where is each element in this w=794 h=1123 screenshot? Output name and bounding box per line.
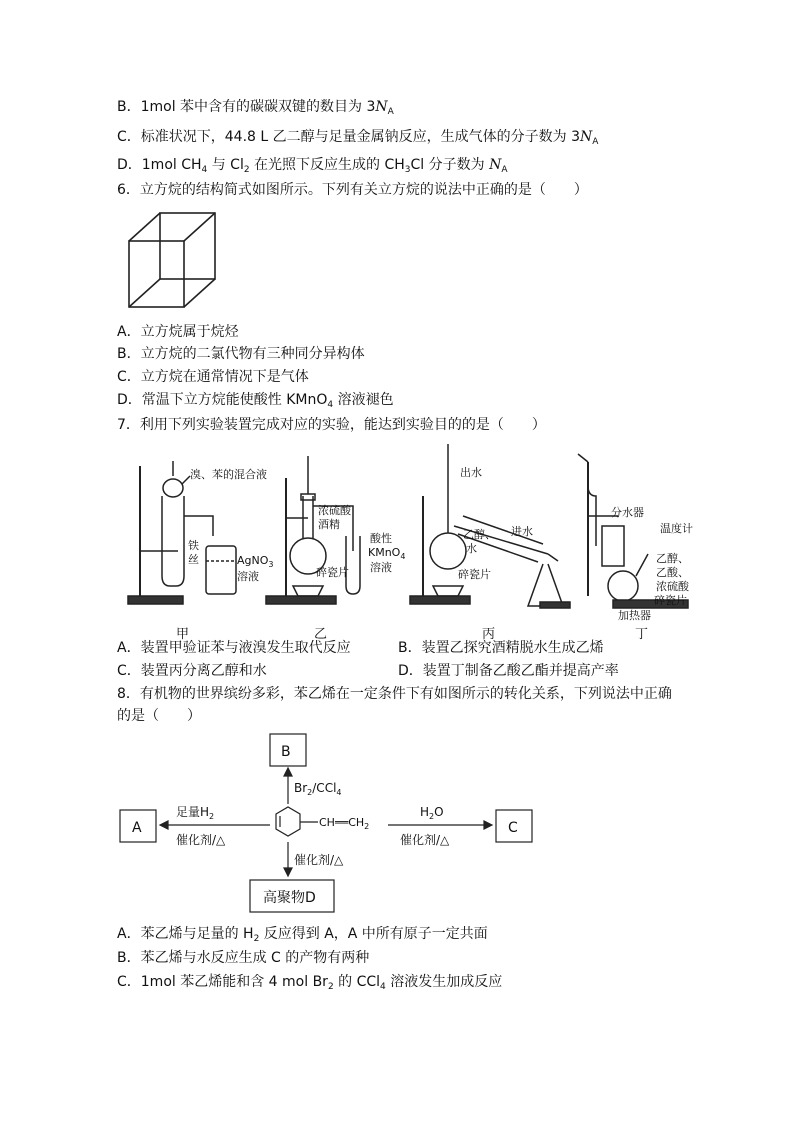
bing-chips-label: 碎瓷片 bbox=[458, 568, 491, 581]
stand-base bbox=[410, 596, 470, 604]
bing-liquid-label1: 乙醇、 bbox=[463, 528, 496, 541]
condenser bbox=[578, 454, 588, 462]
yi-kmno4-label3: 溶液 bbox=[370, 561, 392, 574]
cube-edge bbox=[129, 213, 160, 241]
ding-separator-label: 分水器 bbox=[611, 506, 644, 519]
cubane-figure bbox=[120, 208, 220, 310]
label-c: C bbox=[508, 820, 518, 836]
label-yi: 乙 bbox=[314, 627, 328, 642]
label-jia: 甲 bbox=[176, 627, 190, 642]
ding-reagent-label1: 乙醇、 bbox=[656, 552, 689, 565]
jia-wire-label2: 丝 bbox=[188, 553, 199, 566]
label-bing: 丙 bbox=[482, 627, 496, 642]
q8-option-a: A．苯乙烯与足量的 $H_2$ 反应得到 A，A 中所有原子一定共面 bbox=[117, 926, 488, 944]
bing-out-label: 出水 bbox=[460, 466, 482, 479]
water-separator bbox=[602, 526, 624, 566]
q6-option-d: D．常温下立方烷能使酸性 KMnO$_4$ 溶液褪色 bbox=[117, 392, 394, 410]
label-b: B bbox=[281, 744, 291, 760]
label-ding: 丁 bbox=[635, 627, 649, 642]
q8-option-c: C．1mol 苯乙烯能和含 4 mol $Br_2$ 的 CCl$_4$ 溶液发生加成反应 bbox=[117, 974, 503, 992]
apparatus-yi bbox=[266, 456, 360, 604]
reaction-tube bbox=[162, 496, 184, 586]
agno3-bottle bbox=[206, 546, 236, 594]
yi-kmno4-label2: KMnO$_4$ bbox=[368, 546, 406, 561]
burner bbox=[433, 586, 463, 596]
yi-acid-label: 浓硫酸 bbox=[318, 504, 351, 517]
q7-option-a: A．装置甲验证苯与液溴发生取代反应 bbox=[117, 640, 351, 656]
q8-stem-line1: 8．有机物的世界缤纷多彩，苯乙烯在一定条件下有如图所示的转化关系，下列说法中正确 bbox=[117, 686, 672, 702]
separator-tube bbox=[588, 462, 596, 546]
distilling-flask bbox=[430, 533, 466, 569]
cube-edge bbox=[184, 213, 215, 241]
q5-option-d: D．1mol $CH_4$ 与 $Cl_2$ 在光照下反应生成的 $CH_3Cl$ 分子数为 $N_A$ bbox=[117, 157, 508, 175]
jia-agno3-label: AgNO$_3$ bbox=[237, 554, 274, 569]
ding-reagent-label2: 乙酸、 bbox=[656, 566, 689, 579]
q7-option-c: C．装置丙分离乙醇和水 bbox=[117, 663, 267, 679]
q6-stem: 6．立方烷的结构简式如图所示。下列有关立方烷的说法中正确的是（ ） bbox=[117, 182, 588, 198]
styrene-scheme bbox=[118, 732, 538, 914]
ding-thermometer-label: 温度计 bbox=[660, 522, 693, 535]
jia-mix-label: 溴、苯的混合液 bbox=[190, 468, 267, 481]
cube-edge bbox=[184, 279, 215, 307]
q6-option-b: B．立方烷的二氯代物有三种同分异构体 bbox=[117, 346, 365, 362]
q8-option-b: B．苯乙烯与水反应生成 C 的产物有两种 bbox=[117, 950, 370, 966]
cube-front-face bbox=[129, 241, 184, 307]
q7-option-d: D．装置丁制备乙酸乙酯并提高产率 bbox=[398, 663, 619, 679]
cube-back-face bbox=[160, 213, 215, 279]
flask bbox=[608, 571, 638, 601]
arrowhead-d bbox=[284, 868, 292, 876]
yi-alcohol-label: 酒精 bbox=[318, 518, 340, 531]
bing-liquid-label2: 水 bbox=[466, 542, 477, 555]
jia-solution-label: 溶液 bbox=[237, 570, 259, 583]
burner bbox=[293, 586, 323, 596]
adapter bbox=[548, 554, 558, 561]
delivery-tube bbox=[184, 516, 213, 536]
q7-option-b: B．装置乙探究酒精脱水生成乙烯 bbox=[398, 640, 604, 656]
arrowhead-c bbox=[484, 821, 492, 829]
dropping-funnel bbox=[163, 479, 183, 497]
catalyst-label-d: 催化剂/△ bbox=[294, 853, 344, 867]
br2-ccl4-label: $Br_2/CCl_4$ bbox=[294, 781, 342, 797]
arrowhead-b bbox=[284, 768, 292, 776]
catalyst-label-c: 催化剂/△ bbox=[400, 833, 450, 847]
q8-stem-line2: 的是（ ） bbox=[117, 708, 201, 724]
vinyl-formula: $CH══CH_2$ bbox=[319, 816, 370, 831]
ding-heater-label: 加热器 bbox=[618, 609, 651, 622]
ding-reagent-label3: 浓硫酸 bbox=[656, 580, 689, 593]
catalyst-label-a: 催化剂/△ bbox=[176, 833, 226, 847]
h2o-label: $H_2O$ bbox=[420, 805, 444, 821]
stand-base bbox=[266, 596, 336, 604]
bing-in-label: 进水 bbox=[511, 525, 533, 538]
label-d: 高聚物D bbox=[263, 890, 316, 906]
arrowhead-a bbox=[160, 821, 168, 829]
q5-option-b: B．1mol 苯中含有的碳碳双键的数目为 $3N_A$ bbox=[117, 99, 394, 117]
q7-stem: 7．利用下列实验装置完成对应的实验，能达到实验目的的是（ ） bbox=[117, 417, 546, 433]
q5-option-c: C．标准状况下，44.8 L 乙二醇与足量金属钠反应，生成气体的分子数为 $3N_A$ bbox=[117, 129, 599, 147]
stand-base bbox=[128, 596, 183, 604]
ding-chips-label: 碎瓷片 bbox=[654, 594, 687, 607]
thermometer bbox=[636, 554, 648, 576]
label-a: A bbox=[132, 820, 142, 836]
block bbox=[540, 602, 570, 608]
h2-label: 足量$H_2$ bbox=[176, 805, 215, 821]
apparatus-bing bbox=[410, 444, 570, 608]
jia-wire-label: 铁 bbox=[188, 539, 199, 552]
cube-edge bbox=[129, 279, 160, 307]
receiving-flask bbox=[528, 564, 563, 606]
apparatus-figure bbox=[118, 436, 718, 642]
yi-kmno4-label1: 酸性 bbox=[370, 532, 392, 545]
label-pointer bbox=[182, 476, 190, 484]
q6-option-c: C．立方烷在通常情况下是气体 bbox=[117, 369, 309, 385]
yi-chips-label: 碎瓷片 bbox=[316, 566, 349, 579]
apparatus-jia bbox=[128, 461, 236, 604]
q6-option-a: A．立方烷属于烷烃 bbox=[117, 324, 239, 340]
